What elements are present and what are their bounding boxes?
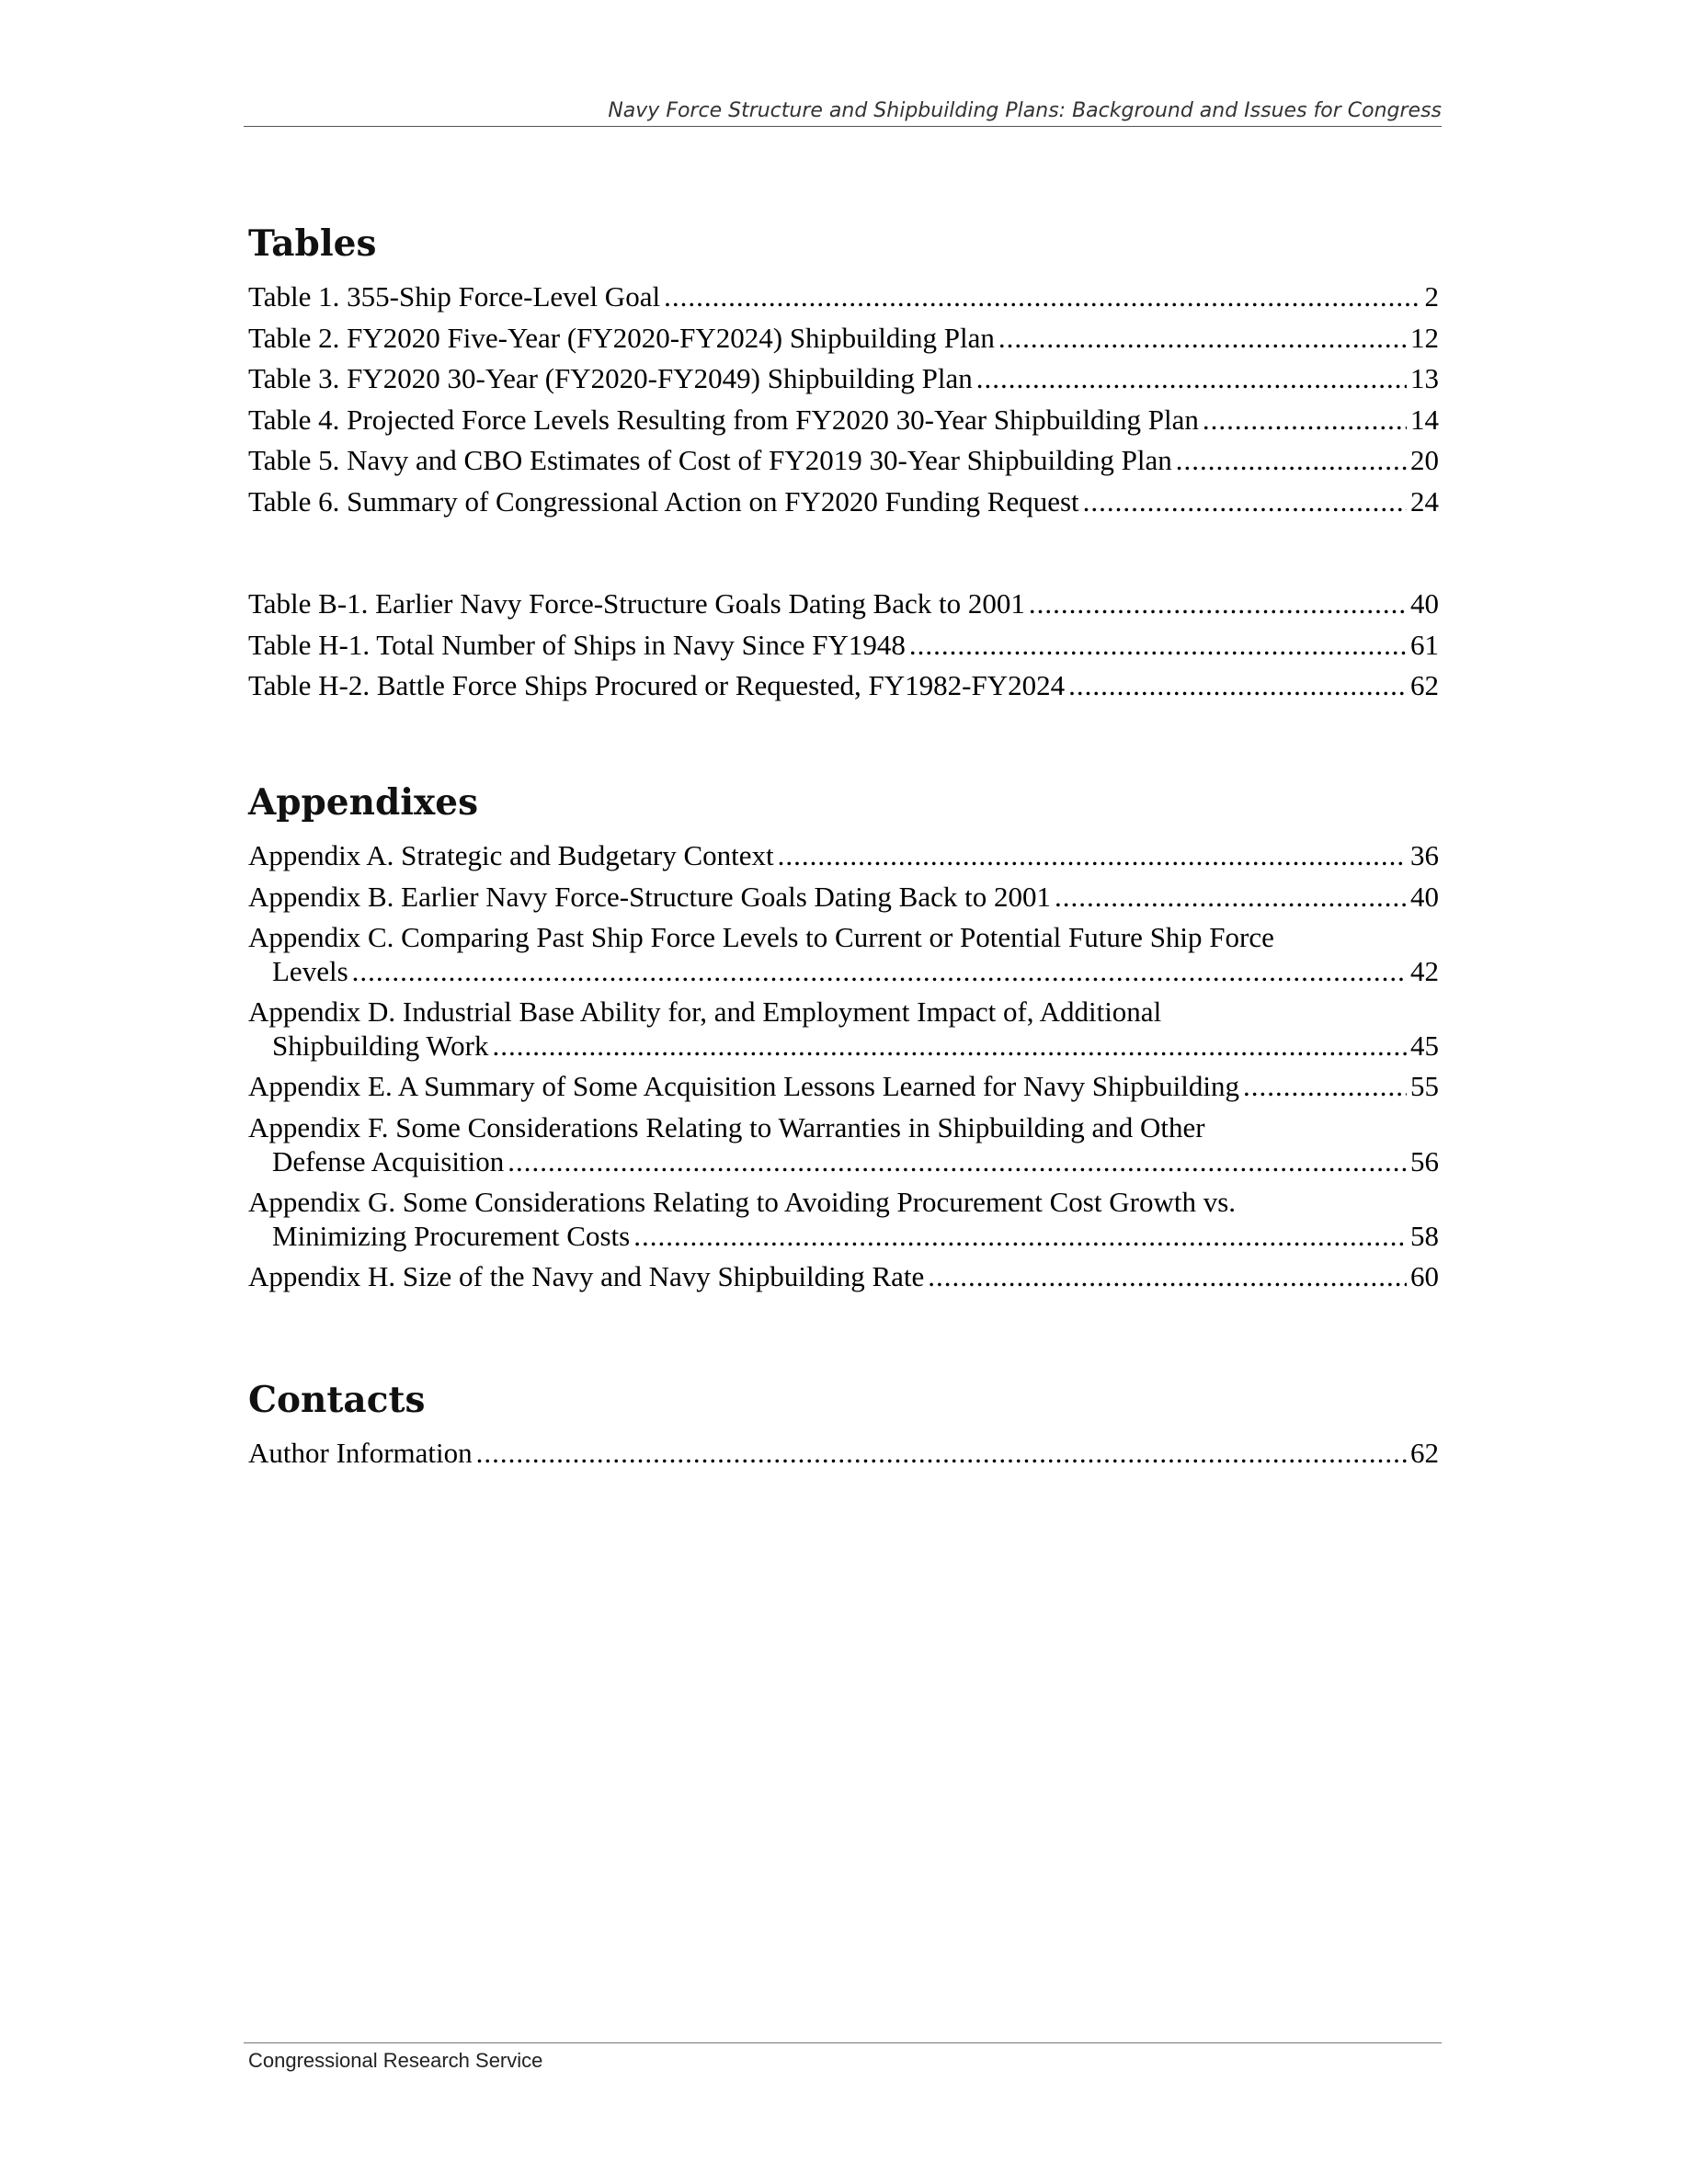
- dot-leader: [1176, 440, 1407, 482]
- toc-entry-text: Table H-2. Battle Force Ships Procured or Requested, FY1982-FY2024: [248, 669, 1066, 701]
- toc-page-number: 20: [1410, 444, 1439, 476]
- toc-entry-author-information[interactable]: [248, 1433, 1439, 1474]
- appendixes-heading: Appendixes: [248, 781, 479, 824]
- toc-entry-appendix-c[interactable]: [248, 917, 1439, 992]
- toc-entry-text: Table H-1. Total Number of Ships in Navy Since FY1948: [248, 628, 906, 661]
- toc-entry-text-line2: Defense Acquisition: [272, 1144, 505, 1177]
- dot-leader: [1203, 400, 1407, 441]
- toc-entry-appendix-a[interactable]: [248, 836, 1439, 877]
- toc-entry-table-h2[interactable]: [248, 665, 1439, 707]
- toc-entry-text: Table 5. Navy and CBO Estimates of Cost of FY2019 30-Year Shipbuilding Plan: [248, 444, 1172, 476]
- toc-entry-table-4[interactable]: [248, 400, 1439, 441]
- toc-entry-appendix-b[interactable]: [248, 877, 1439, 918]
- toc-entry-text-line2: Minimizing Procurement Costs: [272, 1219, 631, 1252]
- toc-page-number: 40: [1410, 587, 1439, 620]
- toc-entry-text: Appendix B. Earlier Navy Force-Structure Goals Dating Back to 2001: [248, 880, 1051, 913]
- toc-entry-appendix-h[interactable]: [248, 1257, 1439, 1298]
- toc-entry-text-line1: Appendix D. Industrial Base Ability for, and Employment Impact of, Additional: [248, 995, 1162, 1028]
- toc-entry-text-line2: Shipbuilding Work: [272, 1029, 489, 1062]
- toc-entry-text: Author Information: [248, 1437, 473, 1469]
- footer-rule: [244, 2042, 1442, 2043]
- contacts-list: [248, 1433, 1439, 1474]
- toc-page-number: 55: [1410, 1070, 1439, 1102]
- appendixes-list: [248, 836, 1439, 1297]
- toc-page-number: 62: [1410, 1437, 1439, 1469]
- dot-leader: [508, 1144, 1407, 1178]
- toc-page-number: 12: [1410, 321, 1439, 354]
- toc-entry-text-line1: Appendix F. Some Considerations Relating to Warranties in Shipbuilding and Other: [248, 1110, 1205, 1143]
- toc-page-number: 40: [1410, 880, 1439, 913]
- toc-page-number: 42: [1410, 955, 1439, 987]
- toc-entry-appendix-g[interactable]: [248, 1182, 1439, 1257]
- dot-leader: [1055, 877, 1407, 918]
- toc-entry-appendix-f[interactable]: [248, 1108, 1439, 1182]
- toc-entry-table-3[interactable]: [248, 358, 1439, 400]
- toc-entry-table-b1[interactable]: [248, 584, 1439, 625]
- dot-leader: [352, 954, 1407, 988]
- footer-organization: Congressional Research Service: [248, 2049, 543, 2072]
- toc-entry-table-h1[interactable]: [248, 625, 1439, 666]
- toc-page-number: 58: [1410, 1219, 1439, 1252]
- dot-leader: [1083, 482, 1407, 523]
- dot-leader: [664, 277, 1420, 318]
- dot-leader: [492, 1029, 1407, 1063]
- toc-page-number: 62: [1410, 669, 1439, 701]
- toc-entry-text-line1: Appendix G. Some Considerations Relating to Avoiding Procurement Cost Growth vs.: [248, 1185, 1237, 1218]
- tables-list: [248, 277, 1439, 707]
- running-header: Navy Force Structure and Shipbuilding Plans: Background and Issues for Congress: [608, 99, 1442, 122]
- toc-entry-text: Table 6. Summary of Congressional Action on FY2020 Funding Request: [248, 484, 1079, 518]
- toc-entry-text: Appendix E. A Summary of Some Acquisition Lessons Learned for Navy Shipbuilding: [248, 1070, 1240, 1102]
- toc-entry-appendix-e[interactable]: [248, 1066, 1439, 1108]
- toc-entry-text-line2: Levels: [272, 955, 348, 987]
- dot-leader: [778, 836, 1407, 877]
- toc-entry-text: Appendix H. Size of the Navy and Navy Shipbuilding Rate: [248, 1259, 925, 1292]
- toc-entry-appendix-d[interactable]: [248, 992, 1439, 1066]
- toc-page-number: 14: [1410, 403, 1439, 436]
- dot-leader: [1243, 1066, 1407, 1108]
- dot-leader: [909, 625, 1407, 666]
- toc-page-number: 36: [1410, 839, 1439, 871]
- toc-entry-table-6[interactable]: [248, 482, 1439, 523]
- contacts-section: [248, 1378, 1439, 1474]
- dot-leader: [928, 1257, 1407, 1298]
- toc-entry-text-line1: Appendix C. Comparing Past Ship Force Levels to Current or Potential Future Ship Force: [248, 921, 1274, 953]
- tables-section: [248, 222, 1439, 707]
- toc-page-number: 45: [1410, 1029, 1439, 1062]
- dot-leader: [633, 1219, 1407, 1253]
- toc-page-number: 56: [1410, 1144, 1439, 1177]
- toc-page-number: 13: [1410, 362, 1439, 394]
- toc-entry-text: Table 2. FY2020 Five-Year (FY2020-FY2024) Shipbuilding Plan: [248, 321, 995, 354]
- header-rule: [244, 126, 1442, 127]
- toc-page-number: 2: [1424, 280, 1439, 313]
- appendixes-section: [248, 780, 1439, 1297]
- dot-leader: [476, 1433, 1407, 1474]
- toc-entry-text: Table 3. FY2020 30-Year (FY2020-FY2049) Shipbuilding Plan: [248, 362, 973, 394]
- contacts-heading: Contacts: [248, 1379, 426, 1421]
- toc-entry-text: Table 1. 355-Ship Force-Level Goal: [248, 280, 661, 313]
- toc-page-number: 60: [1410, 1259, 1439, 1292]
- toc-page-number: 61: [1410, 628, 1439, 661]
- dot-leader: [1029, 584, 1407, 625]
- toc-entry-text: Table 4. Projected Force Levels Resulting from FY2020 30-Year Shipbuilding Plan: [248, 403, 1199, 436]
- toc-entry-table-2[interactable]: [248, 318, 1439, 359]
- dot-leader: [998, 318, 1407, 359]
- toc-entry-table-1[interactable]: [248, 277, 1439, 318]
- dot-leader: [976, 358, 1407, 400]
- dot-leader: [1068, 665, 1407, 707]
- toc-entry-text: Appendix A. Strategic and Budgetary Context: [248, 839, 774, 871]
- toc-entry-table-5[interactable]: [248, 440, 1439, 482]
- toc-page-number: 24: [1410, 484, 1439, 518]
- tables-heading: Tables: [248, 222, 377, 265]
- toc-entry-text: Table B-1. Earlier Navy Force-Structure Goals Dating Back to 2001: [248, 587, 1025, 620]
